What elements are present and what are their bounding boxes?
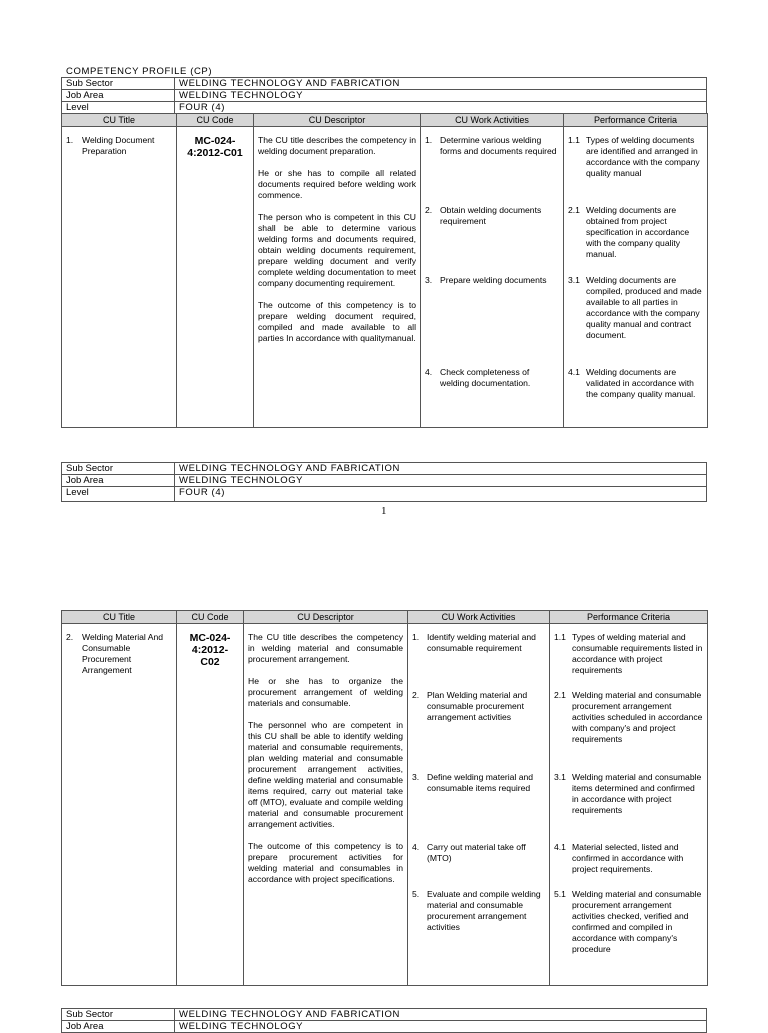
info-value: WELDING TECHNOLOGY xyxy=(175,475,707,487)
cu-number: 1. xyxy=(66,135,74,145)
info-row-level xyxy=(62,102,707,114)
table-row xyxy=(62,127,708,428)
descriptor-paragraph: The CU title describes the competency in welding material and consumable procurement arrangement. xyxy=(248,632,403,664)
footer-info-table-1 xyxy=(61,462,707,502)
info-row-job-area xyxy=(62,90,707,102)
competency-table-1 xyxy=(61,113,708,428)
info-label: Sub Sector xyxy=(62,1009,175,1021)
info-row-sub-sector xyxy=(62,1009,707,1021)
info-value: FOUR (4) xyxy=(175,102,707,114)
criteria-item: 2.1 Welding material and consumable procurement arrangement activities scheduled in accordance with company's and project requirements xyxy=(554,690,703,744)
criteria-item: 3.1 Welding material and consumable items determined and confirmed in accordance with project requirements xyxy=(554,772,702,815)
info-value: WELDING TECHNOLOGY AND FABRICATION xyxy=(175,78,707,90)
descriptor-paragraph: The person who is competent in this CU shall be able to determine various welding forms and documents required, obtain welding documents requirement, prepare welding document and verify complete welding documentation to meet company documenting requirement. xyxy=(258,212,416,288)
table-row xyxy=(62,624,708,986)
profile-info-table xyxy=(61,77,707,114)
descriptor-paragraph: The personnel who are competent in this CU shall be able to identify welding material and consumable requirements, plan welding material and consumable procurement arrangement activities, define welding material and consumable items required, carry out material take off (MTO), evaluate and compile welding material and consumable procurement arrangement activities. xyxy=(248,720,403,829)
cu-code: MC-024-4:2012-C02 xyxy=(189,632,231,668)
criteria-item: 3.1 Welding documents are compiled, produced and made available to all parties in accordance with the company quality manual and contract document. xyxy=(568,275,702,340)
header-cu-title: CU Title xyxy=(62,114,177,127)
profile-caption: COMPETENCY PROFILE (CP) xyxy=(66,66,213,77)
work-activities-cell xyxy=(408,624,550,986)
criteria-item: 4.1 Welding documents are validated in accordance with the company quality manual. xyxy=(568,367,696,399)
activity-item: 4. Check completeness of welding documentation. xyxy=(425,367,531,388)
info-row-sub-sector xyxy=(62,78,707,90)
cu-title-cell xyxy=(62,127,177,428)
descriptor-paragraph: He or she has to organize the procurement arrangement of welding materials and consumable. xyxy=(248,676,403,708)
info-row-job-area xyxy=(62,1021,707,1033)
info-value: WELDING TECHNOLOGY xyxy=(175,90,707,102)
cu-title: Welding Document Preparation xyxy=(82,135,155,156)
descriptor-paragraph: The outcome of this competency is to prepare welding document required, compiled and made available to all parties In accordance with qualitymanual. xyxy=(258,300,416,343)
header-work-activities: CU Work Activities xyxy=(421,114,564,127)
info-label: Sub Sector xyxy=(62,78,175,90)
performance-criteria-cell xyxy=(550,624,708,986)
descriptor-paragraph: The CU title describes the competency in welding document preparation. xyxy=(258,135,416,156)
info-row-level xyxy=(62,487,707,502)
activity-item: 4. Carry out material take off (MTO) xyxy=(412,842,526,863)
cu-descriptor-cell xyxy=(244,624,408,986)
criteria-item: 1.1 Types of welding material and consumable requirements listed in accordance with project requirements xyxy=(554,632,703,675)
cu-number: 2. xyxy=(66,632,74,642)
header-cu-code: CU Code xyxy=(177,114,254,127)
criteria-item: 4.1 Material selected, listed and confirmed in accordance with project requirements. xyxy=(554,842,684,874)
cu-title: Welding Material And Consumable Procurement Arrangement xyxy=(82,632,164,675)
activity-item: 2. Plan Welding material and consumable procurement arrangement activities xyxy=(412,690,528,722)
info-label: Job Area xyxy=(62,475,175,487)
info-label: Level xyxy=(62,102,175,114)
header-cu-descriptor: CU Descriptor xyxy=(244,611,408,624)
work-activities-cell xyxy=(421,127,564,428)
table-header-row xyxy=(62,114,708,127)
footer-info-table-2 xyxy=(61,1008,707,1033)
header-cu-title: CU Title xyxy=(62,611,177,624)
header-performance-criteria: Performance Criteria xyxy=(550,611,708,624)
info-value: WELDING TECHNOLOGY AND FABRICATION xyxy=(175,1009,707,1021)
cu-code-cell xyxy=(177,127,254,428)
info-label: Level xyxy=(62,487,175,502)
descriptor-paragraph: He or she has to compile all related documents required before welding work commence. xyxy=(258,168,416,200)
activity-item: 5. Evaluate and compile welding material and consumable procurement arrangement activities xyxy=(412,889,541,932)
activity-item: 3. Define welding material and consumable items required xyxy=(412,772,534,793)
performance-criteria-cell xyxy=(564,127,708,428)
cu-code: MC-024-4:2012-C01 xyxy=(187,135,243,159)
activity-item: 1. Determine various welding forms and documents required xyxy=(425,135,557,156)
info-label: Sub Sector xyxy=(62,463,175,475)
activity-item: 1. Identify welding material and consumable requirement xyxy=(412,632,536,653)
competency-table-2 xyxy=(61,610,708,986)
cu-title-cell xyxy=(62,624,177,986)
cu-descriptor-cell xyxy=(254,127,421,428)
header-performance-criteria: Performance Criteria xyxy=(564,114,708,127)
info-label: Job Area xyxy=(62,1021,175,1033)
criteria-item: 2.1 Welding documents are obtained from project specification in accordance with the company quality manual. xyxy=(568,205,690,259)
header-work-activities: CU Work Activities xyxy=(408,611,550,624)
header-cu-descriptor: CU Descriptor xyxy=(254,114,421,127)
criteria-item: 5.1 Welding material and consumable procurement arrangement activities checked, verified and confirmed and compiled in accordance with company's procedure xyxy=(554,889,702,954)
info-row-sub-sector xyxy=(62,463,707,475)
activity-item: 3. Prepare welding documents xyxy=(425,275,547,285)
info-label: Job Area xyxy=(62,90,175,102)
info-row-job-area xyxy=(62,475,707,487)
table-header-row xyxy=(62,611,708,624)
info-value: WELDING TECHNOLOGY AND FABRICATION xyxy=(175,463,707,475)
descriptor-paragraph: The outcome of this competency is to prepare procurement activities for welding material and consumables in accordance with project specifications. xyxy=(248,841,403,884)
cu-code-cell xyxy=(177,624,244,986)
criteria-item: 1.1 Types of welding documents are identified and arranged in accordance with the company quality manual xyxy=(568,135,700,178)
header-cu-code: CU Code xyxy=(177,611,244,624)
info-value: WELDING TECHNOLOGY xyxy=(175,1021,707,1033)
activity-item: 2. Obtain welding documents requirement xyxy=(425,205,542,226)
info-value: FOUR (4) xyxy=(175,487,707,502)
page-number: 1 xyxy=(381,505,387,517)
